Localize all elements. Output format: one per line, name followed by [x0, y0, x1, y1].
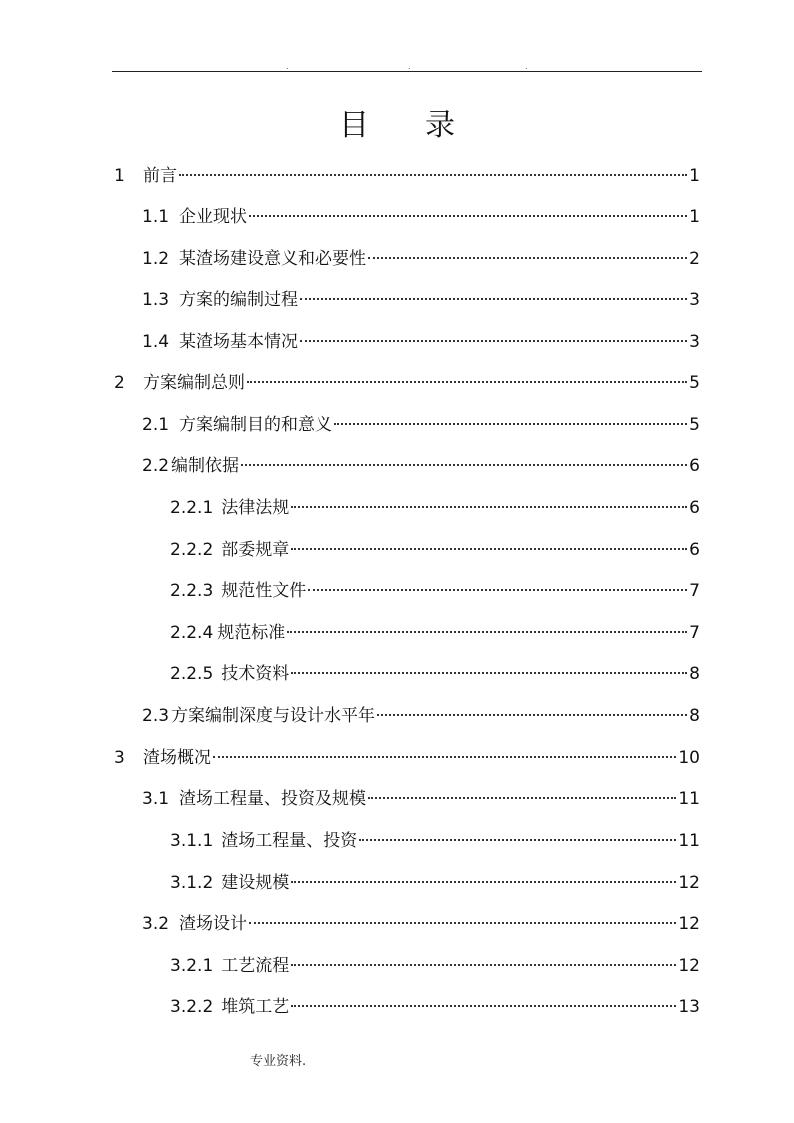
toc-title: 建设规模 — [221, 873, 290, 893]
toc-title: 部委规章 — [221, 540, 290, 560]
footer-text: 专业资料. — [250, 1054, 307, 1069]
toc-title: 规范标准 — [217, 623, 286, 643]
toc-number: 1.3 — [142, 290, 170, 310]
page-title-char: 目 — [339, 108, 369, 143]
toc-title: 渣场概况 — [143, 748, 211, 768]
toc-page-number: 11 — [678, 831, 700, 851]
toc-number: 2.2.3 — [170, 581, 214, 601]
toc-entry[interactable] — [142, 247, 700, 271]
toc-entry[interactable] — [114, 371, 700, 395]
toc-entry[interactable] — [114, 746, 700, 770]
toc-leader — [368, 257, 687, 259]
toc-entry[interactable] — [142, 288, 700, 312]
toc-entry[interactable] — [114, 164, 700, 188]
toc-entry[interactable] — [142, 704, 700, 728]
toc-title: 某渣场建设意义和必要性 — [179, 249, 367, 269]
toc-page-number: 8 — [689, 706, 700, 726]
toc-page-number: 3 — [689, 290, 700, 310]
toc-leader — [291, 672, 687, 674]
toc-leader — [249, 215, 687, 217]
toc-title: 某渣场基本情况 — [179, 332, 299, 352]
toc-page-number: 2 — [689, 249, 700, 269]
toc-number: 3.1 — [142, 789, 170, 809]
toc-leader — [179, 174, 687, 176]
toc-page-number: 5 — [689, 415, 700, 435]
toc-entry[interactable] — [142, 912, 700, 936]
toc-leader — [213, 756, 676, 758]
page-title-char: 录 — [425, 108, 455, 143]
toc-page-number: 13 — [678, 997, 700, 1017]
toc-entry[interactable] — [170, 579, 700, 603]
toc-leader — [377, 714, 687, 716]
toc-title: 方案编制目的和意义 — [179, 415, 333, 435]
toc-page-number: 12 — [678, 873, 700, 893]
toc-leader — [300, 340, 687, 342]
toc-number: 3.2 — [142, 914, 170, 934]
toc-leader — [291, 964, 676, 966]
toc-leader — [308, 589, 687, 591]
toc-title: 技术资料 — [221, 664, 290, 684]
toc-leader — [368, 797, 676, 799]
toc-page-number: 10 — [678, 748, 700, 768]
toc-entry[interactable] — [170, 829, 700, 853]
toc-number: 1 — [114, 166, 125, 186]
toc-page-number: 1 — [689, 207, 700, 227]
toc-leader — [291, 506, 687, 508]
toc-page-number: 12 — [678, 956, 700, 976]
toc-title: 前言 — [143, 166, 177, 186]
toc-title: 方案编制深度与设计水平年 — [171, 706, 376, 726]
toc-page-number: 6 — [689, 540, 700, 560]
toc-number: 3.1.2 — [170, 873, 214, 893]
header-mark: . — [286, 62, 289, 71]
toc-entry[interactable] — [170, 995, 700, 1019]
toc-title: 方案的编制过程 — [179, 290, 299, 310]
toc-page-number: 11 — [678, 789, 700, 809]
toc-title: 渣场工程量、投资及规模 — [179, 789, 367, 809]
toc-entry[interactable] — [142, 413, 700, 437]
toc-entry[interactable] — [142, 330, 700, 354]
toc-leader — [334, 423, 687, 425]
toc-number: 2.2 — [142, 456, 170, 476]
toc-title: 渣场工程量、投资 — [221, 831, 358, 851]
toc-title: 规范性文件 — [221, 581, 307, 601]
header-mark: . — [408, 62, 411, 71]
toc-page-number: 8 — [689, 664, 700, 684]
toc-number: 1.2 — [142, 249, 170, 269]
toc-page-number: 5 — [689, 373, 700, 393]
toc-title: 工艺流程 — [221, 956, 290, 976]
toc-leader — [241, 464, 687, 466]
toc-number: 2.2.5 — [170, 664, 214, 684]
toc-title: 编制依据 — [171, 456, 240, 476]
toc-page-number: 1 — [689, 166, 700, 186]
toc-leader — [291, 1005, 676, 1007]
toc-number: 2.2.2 — [170, 540, 214, 560]
toc-title: 企业现状 — [179, 207, 248, 227]
toc-entry[interactable] — [170, 871, 700, 895]
toc-leader — [300, 298, 687, 300]
toc-leader — [247, 381, 687, 383]
toc-number: 2.2.1 — [170, 498, 214, 518]
toc-number: 1.4 — [142, 332, 170, 352]
toc-title: 法律法规 — [221, 498, 290, 518]
toc-number: 3 — [114, 748, 125, 768]
toc-number: 2 — [114, 373, 125, 393]
page-title — [0, 106, 794, 146]
toc-number: 1.1 — [142, 207, 170, 227]
toc-entry[interactable] — [170, 621, 700, 645]
toc-leader — [291, 881, 676, 883]
toc-entry[interactable] — [170, 496, 700, 520]
toc-title: 渣场设计 — [179, 914, 248, 934]
toc-leader — [359, 839, 676, 841]
toc-entry[interactable] — [170, 662, 700, 686]
toc-number: 2.2.4 — [170, 623, 214, 643]
toc-entry[interactable] — [170, 538, 700, 562]
toc-leader — [287, 631, 687, 633]
toc-number: 3.1.1 — [170, 831, 214, 851]
toc-page-number: 7 — [689, 623, 700, 643]
toc-leader — [249, 922, 676, 924]
toc-page-number: 3 — [689, 332, 700, 352]
toc-number: 2.3 — [142, 706, 170, 726]
toc-title: 堆筑工艺 — [221, 997, 290, 1017]
toc-entry[interactable] — [170, 954, 700, 978]
toc-page-number: 12 — [678, 914, 700, 934]
toc-entry[interactable] — [142, 787, 700, 811]
toc-leader — [291, 548, 687, 550]
toc-number: 3.2.1 — [170, 956, 214, 976]
toc-number: 3.2.2 — [170, 997, 214, 1017]
toc-page-number: 7 — [689, 581, 700, 601]
toc-entry[interactable] — [142, 205, 700, 229]
toc-entry[interactable] — [142, 454, 700, 478]
header-rule — [112, 71, 702, 72]
toc-page-number: 6 — [689, 498, 700, 518]
toc-number: 2.1 — [142, 415, 170, 435]
header-mark: . — [525, 62, 528, 71]
toc-title: 方案编制总则 — [143, 373, 245, 393]
toc-page-number: 6 — [689, 456, 700, 476]
